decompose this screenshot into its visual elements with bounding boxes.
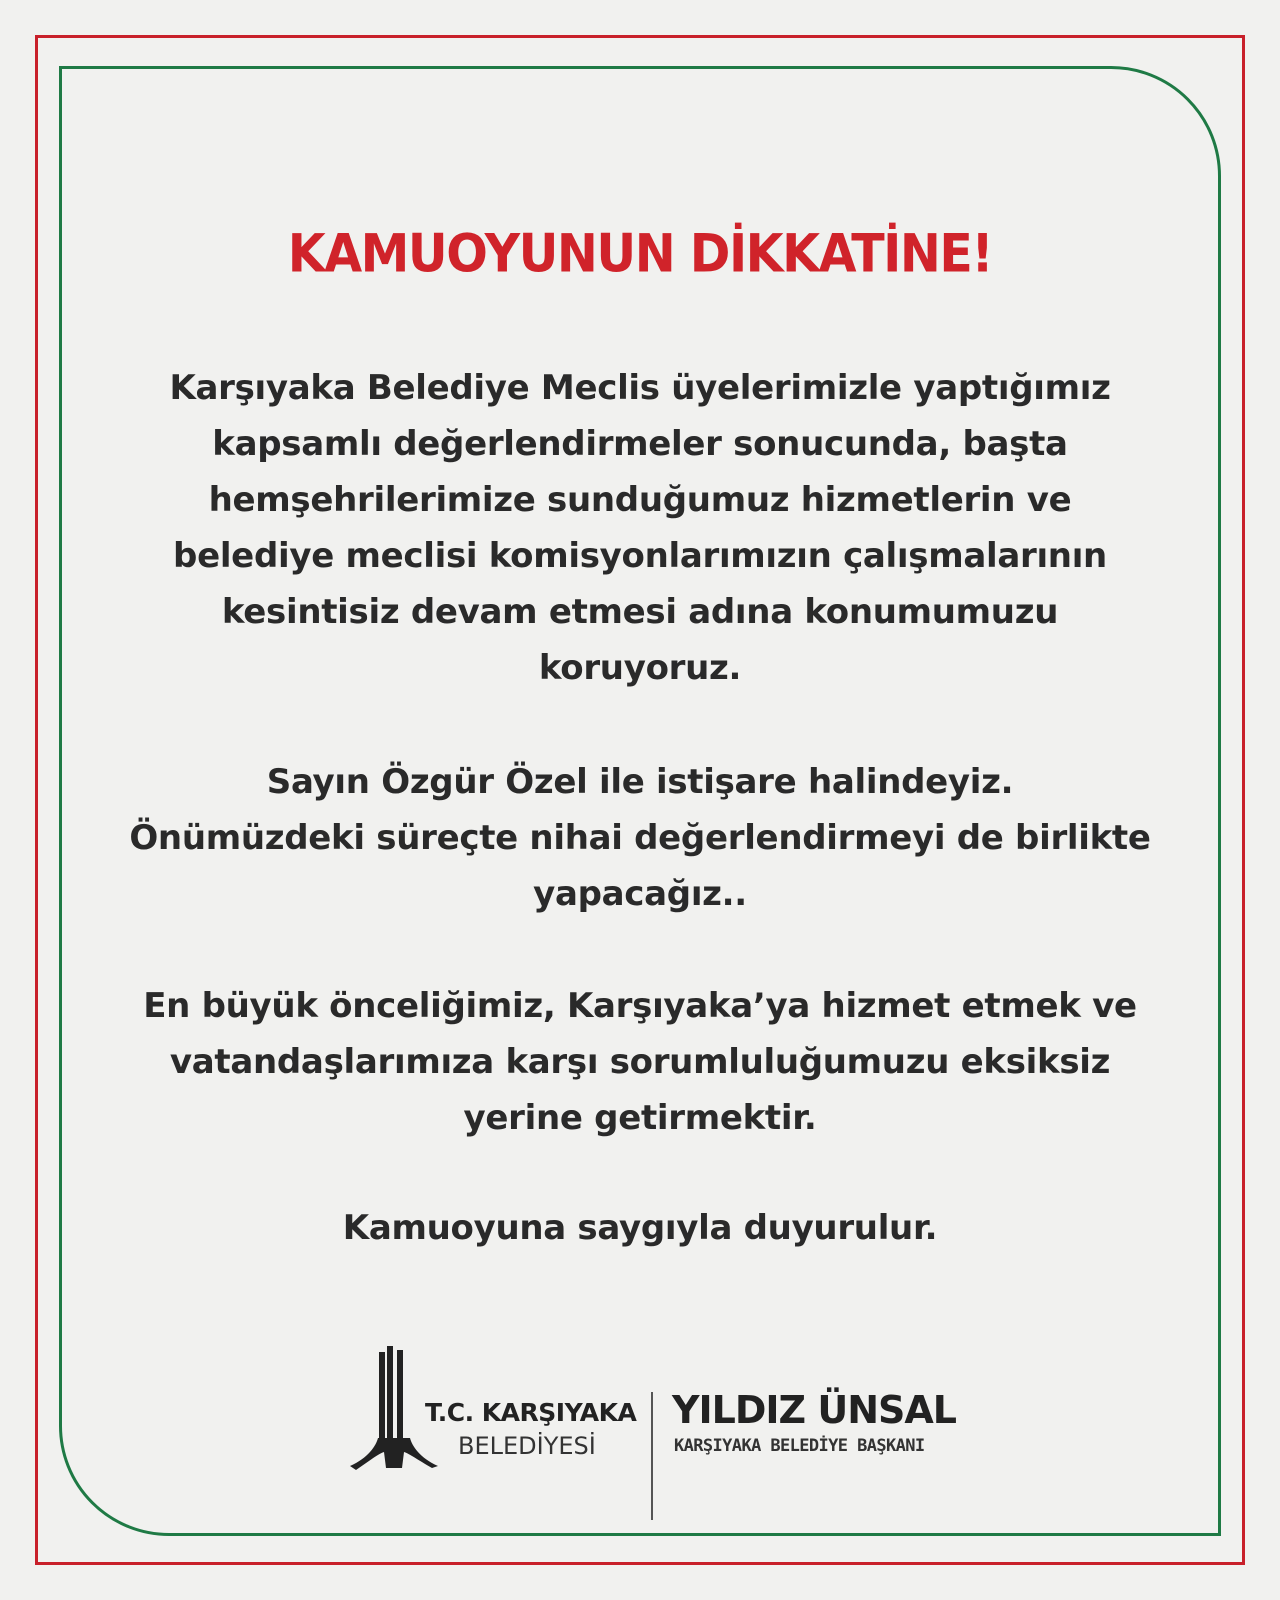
footer-divider	[651, 1392, 653, 1520]
paragraph-2: Sayın Özgür Özel ile istişare halindeyiz. Önümüzdeki süreçte nihai değerlendirmeyi de birlikte yapacağız..	[129, 762, 1151, 914]
closing-line: Kamuoyuna saygıyla duyurulur.	[342, 1208, 938, 1248]
mayor-title: KARŞIYAKA BELEDİYE BAŞKANI	[674, 1436, 925, 1456]
org-name: T.C. KARŞIYAKA	[425, 1398, 637, 1427]
signature-footer	[340, 1340, 960, 1520]
org-subtitle: BELEDİYESİ	[458, 1432, 596, 1460]
paragraph-1: Karşıyaka Belediye Meclis üyelerimizle yaptığımız kapsamlı değerlendirmeler sonucunda, başta hemşehrilerimize sunduğumuz hizmetlerin ve belediye meclisi komisyonlarımızın çalışmalarının kesintisiz devam etmesi adına konumumuzu koruyoruz.	[169, 368, 1111, 688]
notice-title: KAMUOYUNUN DİKKATİNE!	[287, 222, 993, 285]
mayor-name: YILDIZ ÜNSAL	[672, 1388, 956, 1432]
paragraph-3: En büyük önceliğimiz, Karşıyaka’ya hizmet etmek ve vatandaşlarımıza karşı sorumluluğumuzu eksiksiz yerine getirmektir.	[143, 986, 1137, 1138]
